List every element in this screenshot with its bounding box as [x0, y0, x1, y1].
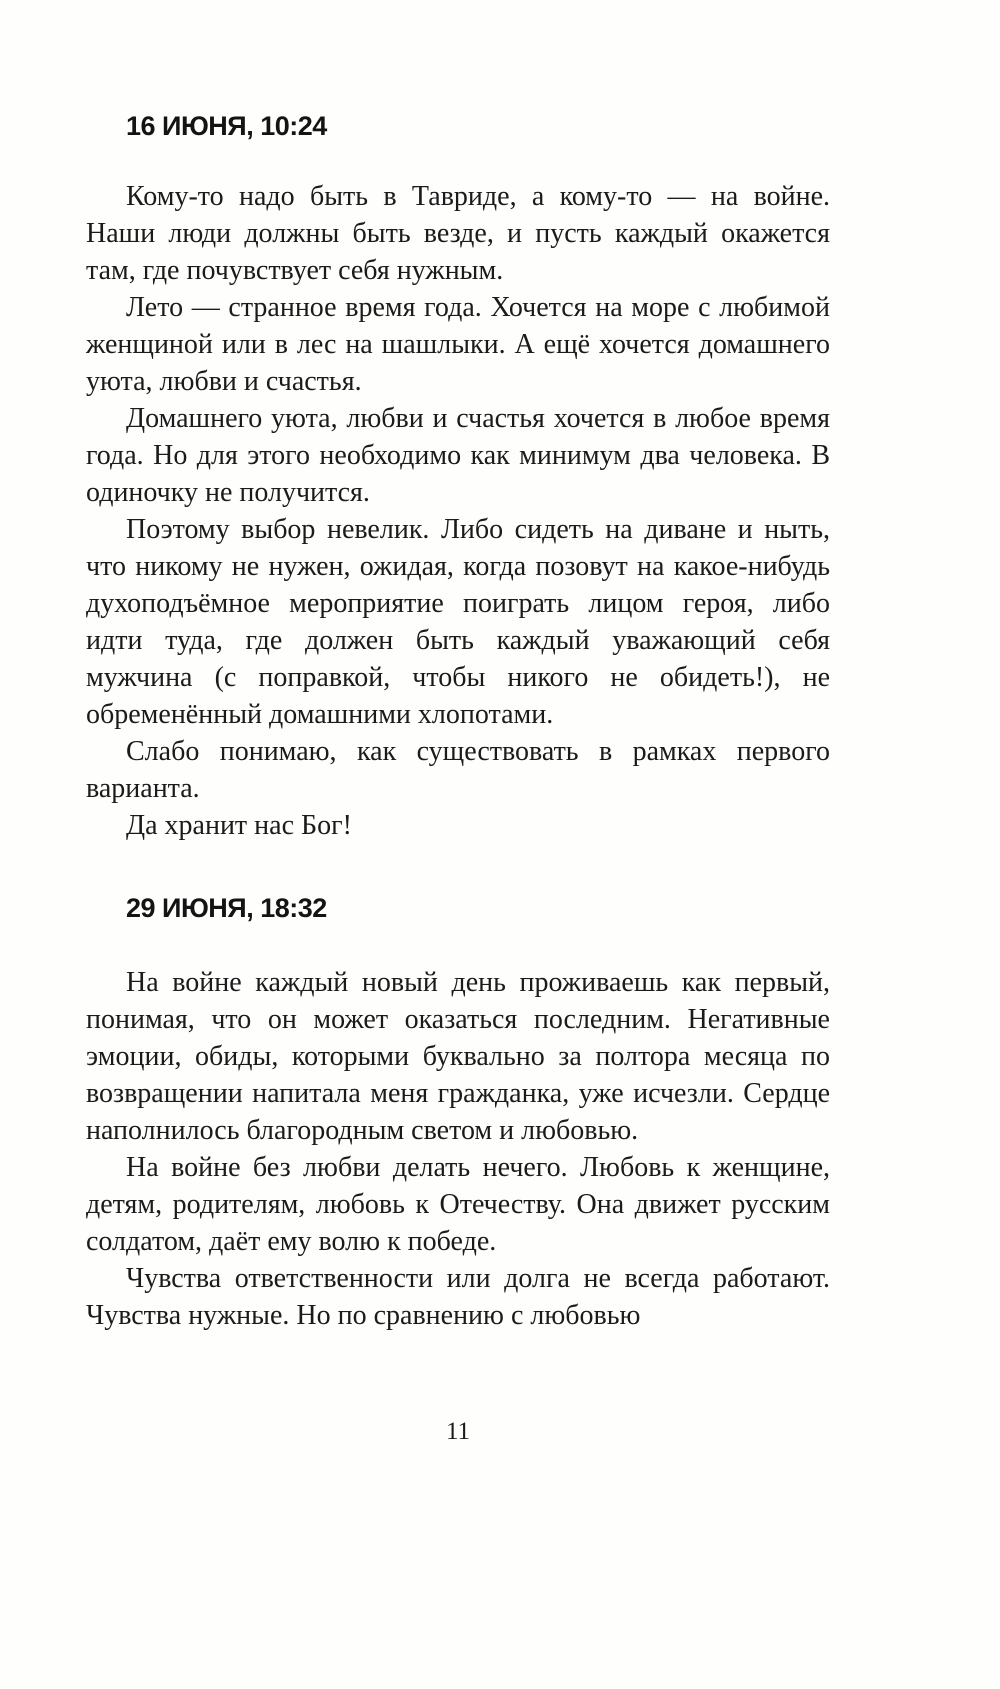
paragraph: На войне каждый новый день проживаешь как первый, понимая, что он может оказаться последним. Негативные эмоции, обиды, которыми буквально за полтора месяца по возвращении напитала меня гражданка, уже исчезли. Сердце наполнилось благородным светом и любовью.	[86, 967, 830, 1146]
paragraph: Слабо понимаю, как существовать в рамках первого варианта.	[86, 736, 830, 804]
entry-date-heading: 29 ИЮНЯ, 18:32	[126, 893, 327, 923]
paragraph: На войне без любви делать нечего. Любовь к женщине, детям, родителям, любовь к Отечеству. Она движет русским солдатом, даёт ему волю к победе.	[86, 1152, 830, 1257]
page-number: 11	[445, 1418, 471, 1445]
journal-section-1	[86, 110, 830, 844]
paragraph: Кому-то надо быть в Тавриде, а кому-то — на войне. Наши люди должны быть везде, и пусть каждый окажется там, где почувствует себя нужным.	[86, 181, 830, 286]
paragraph: Лето — странное время года. Хочется на море с любимой женщиной или в лес на шашлыки. А ещё хочется домашнего уюта, любви и счастья.	[86, 292, 830, 397]
paragraph: Домашнего уюта, любви и счастья хочется в любое время года. Но для этого необходимо как минимум два человека. В одиночку не получится.	[86, 403, 830, 508]
entry-date-heading: 16 ИЮНЯ, 10:24	[126, 111, 327, 141]
paragraph: Поэтому выбор невелик. Либо сидеть на диване и ныть, что никому не нужен, ожидая, когда позовут на какое-нибудь духоподъёмное мероприятие поиграть лицом героя, либо идти туда, где должен быть каждый уважающий себя мужчина (с поправкой, чтобы никого не обидеть!), не обременённый домашними хлопотами.	[86, 514, 830, 730]
paragraph: Чувства ответственности или долга не всегда работают. Чувства нужные. Но по сравнению с любовью	[86, 1263, 830, 1331]
paragraph: Да хранит нас Бог!	[126, 810, 352, 841]
journal-section-2	[86, 892, 830, 1334]
